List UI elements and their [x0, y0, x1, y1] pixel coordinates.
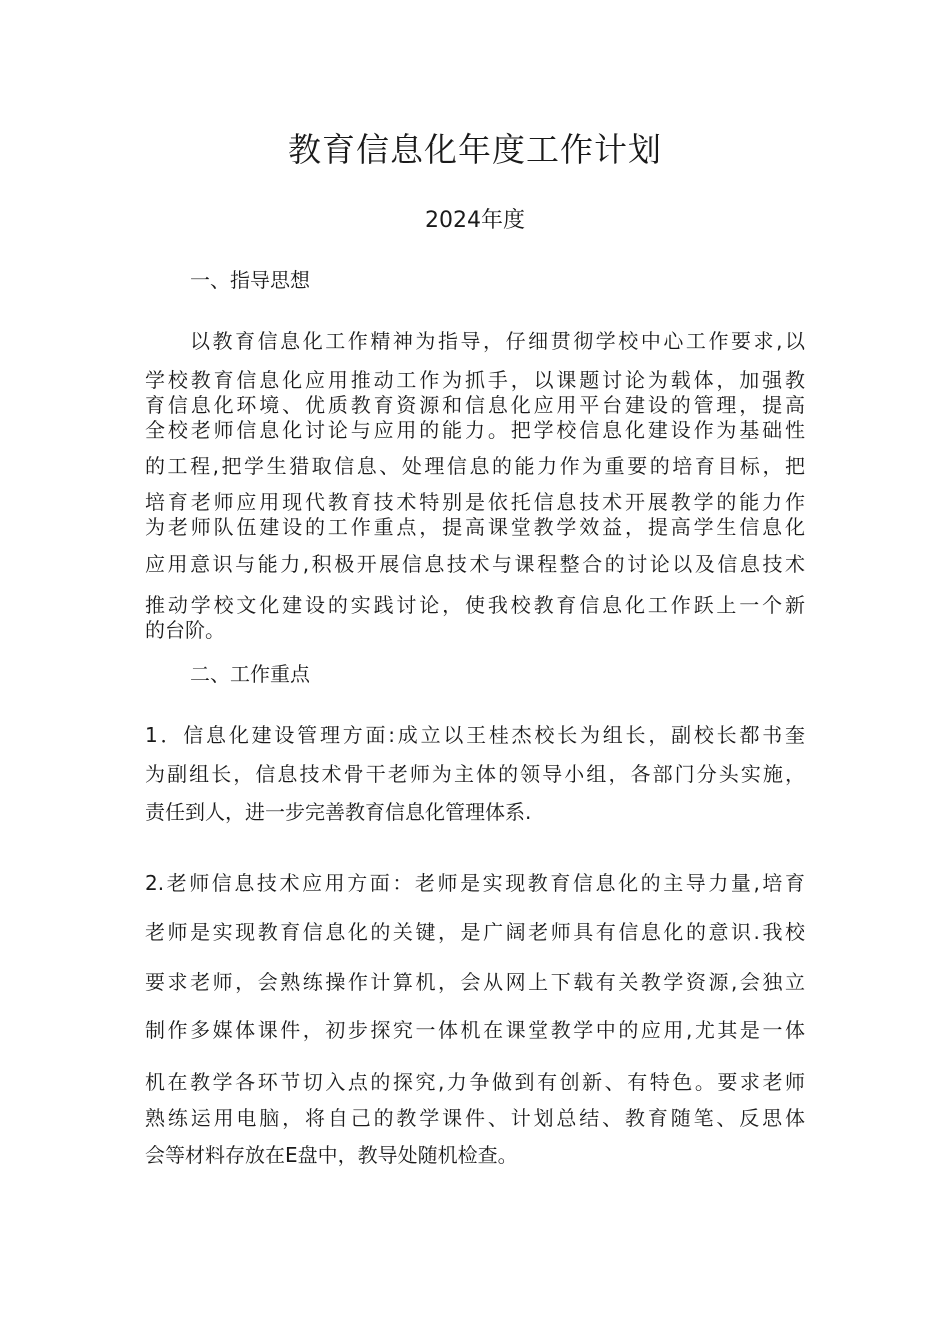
- paragraph-line: 育信息化环境、优质教育资源和信息化应用平台建设的管理，提高: [145, 393, 805, 417]
- paragraph-line: 为老师队伍建设的工作重点，提高课堂教学效益，提高学生信息化: [145, 515, 805, 539]
- paragraph-line: 为副组长，信息技术骨干老师为主体的领导小组，各部门分头实施，: [145, 762, 805, 786]
- paragraph-line: 的工程,把学生猎取信息、处理信息的能力作为重要的培育目标，把: [145, 454, 805, 478]
- paragraph-line: 制作多媒体课件，初步探究一体机在课堂教学中的应用,尤其是一体: [145, 1018, 805, 1042]
- paragraph-line: 推动学校文化建设的实践讨论，使我校教育信息化工作跃上一个新: [145, 593, 805, 617]
- document-title: 教育信息化年度工作计划: [288, 130, 662, 169]
- paragraph-line: 责任到人，进一步完善教育信息化管理体系.: [145, 800, 532, 824]
- document-year: 2024年度: [425, 208, 525, 233]
- paragraph-line: 1．信息化建设管理方面:成立以王桂杰校长为组长，副校长都书奎: [145, 723, 805, 747]
- section-heading: 一、指导思想: [190, 268, 310, 292]
- paragraph-line: 机在教学各环节切入点的探究,力争做到有创新、有特色。要求老师: [145, 1070, 805, 1094]
- paragraph-line: 学校教育信息化应用推动工作为抓手，以课题讨论为载体，加强教: [145, 368, 805, 392]
- paragraph-line: 培育老师应用现代教育技术特别是依托信息技术开展教学的能力作: [145, 490, 805, 514]
- paragraph-line: 全校老师信息化讨论与应用的能力。把学校信息化建设作为基础性: [145, 418, 805, 442]
- paragraph-line: 熟练运用电脑，将自己的教学课件、计划总结、教育随笔、反思体: [145, 1106, 805, 1130]
- paragraph-line: 2.老师信息技术应用方面：老师是实现教育信息化的主导力量,培育: [145, 871, 805, 895]
- paragraph-line: 的台阶。: [145, 618, 225, 642]
- paragraph-line: 会等材料存放在E盘中，教导处随机检查。: [145, 1143, 518, 1167]
- paragraph-line: 老师是实现教育信息化的关键，是广阔老师具有信息化的意识.我校: [145, 920, 805, 944]
- section-heading: 二、工作重点: [190, 662, 310, 686]
- paragraph-line: 要求老师，会熟练操作计算机，会从网上下载有关教学资源,会独立: [145, 970, 805, 994]
- paragraph-line: 以教育信息化工作精神为指导，仔细贯彻学校中心工作要求,以: [190, 329, 805, 353]
- paragraph-line: 应用意识与能力,积极开展信息技术与课程整合的讨论以及信息技术: [145, 552, 805, 576]
